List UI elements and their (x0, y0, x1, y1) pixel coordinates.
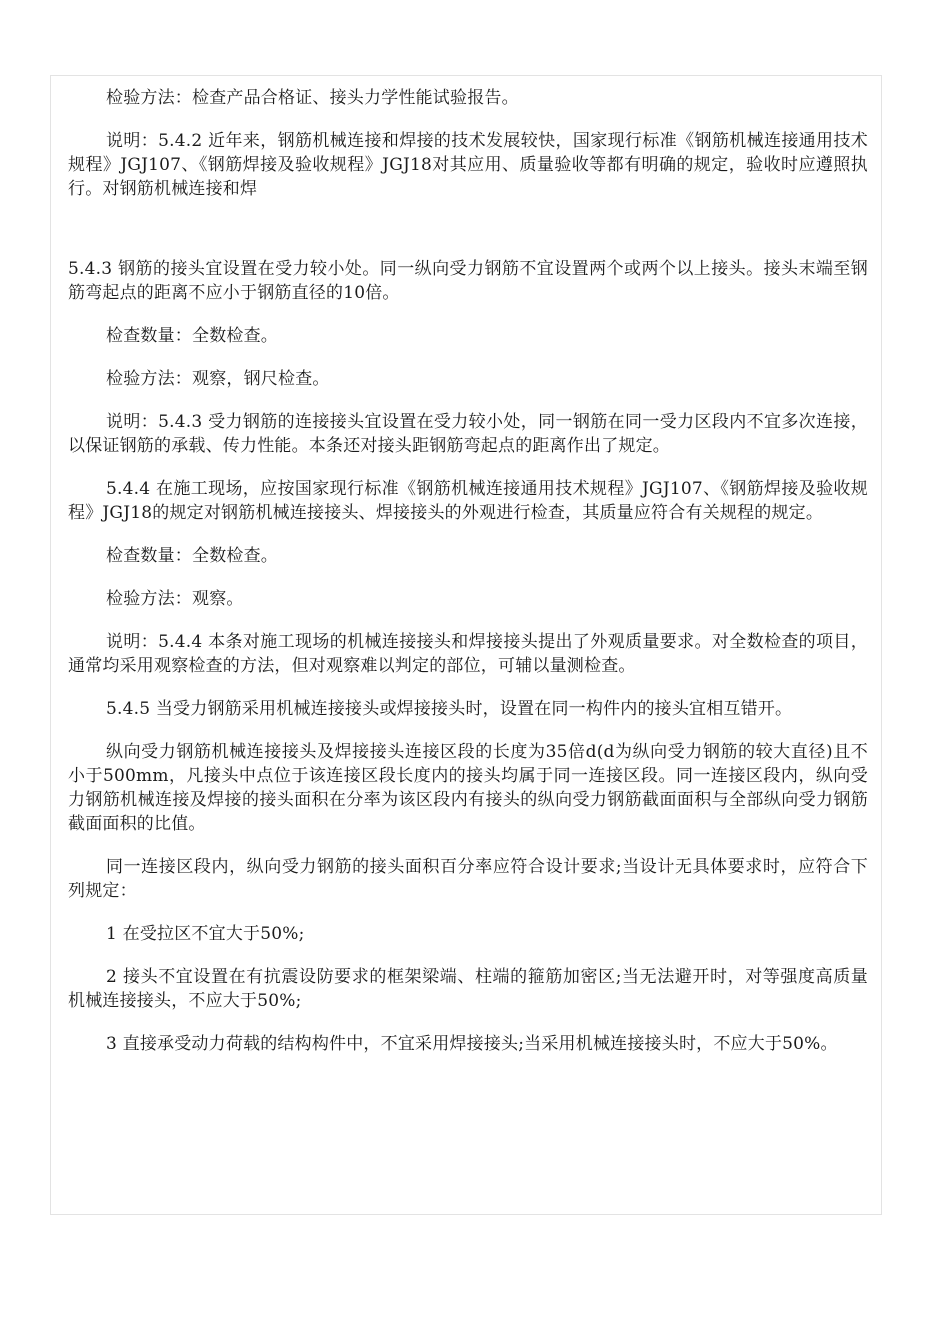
paragraph-clause-5-4-3: 5.4.3 钢筋的接头宜设置在受力较小处。同一纵向受力钢筋不宜设置两个或两个以上接头。接头末端至钢筋弯起点的距离不应小于钢筋直径的10倍。 (68, 259, 868, 303)
list-item-2: 2 接头不宜设置在有抗震设防要求的框架梁端、柱端的箍筋加密区;当无法避开时，对等强度高质量机械连接接头，不应大于50%; (68, 967, 868, 1011)
paragraph-note-5-4-2: 说明：5.4.2 近年来，钢筋机械连接和焊接的技术发展较快，国家现行标准《钢筋机械连接通用技术规程》JGJ107、《钢筋焊接及验收规程》JGJ18对其应用、质量验收等都有明确的规定，验收时应遵照执行。对钢筋机械连接和焊 (68, 131, 868, 199)
paragraph-clause-5-4-5: 5.4.5 当受力钢筋采用机械连接接头或焊接接头时，设置在同一构件内的接头宜相互错开。 (106, 699, 793, 719)
paragraph-inspection-quantity-2: 检查数量：全数检查。 (106, 546, 278, 566)
list-item-3: 3 直接承受动力荷载的结构构件中，不宜采用焊接接头;当采用机械连接接头时，不应大于50%。 (106, 1034, 838, 1054)
paragraph-inspection-method-2: 检验方法：观察，钢尺检查。 (106, 369, 330, 389)
list-item-1: 1 在受拉区不宜大于50%; (106, 924, 305, 944)
paragraph-area-percentage: 同一连接区段内，纵向受力钢筋的接头面积百分率应符合设计要求;当设计无具体要求时，应符合下列规定： (68, 857, 868, 901)
paragraph-note-5-4-3: 说明：5.4.3 受力钢筋的连接接头宜设置在受力较小处，同一钢筋在同一受力区段内不宜多次连接，以保证钢筋的承载、传力性能。本条还对接头距钢筋弯起点的距离作出了规定。 (68, 412, 868, 456)
paragraph-note-5-4-4: 说明：5.4.4 本条对施工现场的机械连接接头和焊接接头提出了外观质量要求。对全数检查的项目，通常均采用观察检查的方法，但对观察难以判定的部位，可辅以量测检查。 (68, 632, 868, 676)
document-body (68, 86, 868, 1075)
paragraph-clause-5-4-4: 5.4.4 在施工现场，应按国家现行标准《钢筋机械连接通用技术规程》JGJ107、《钢筋焊接及验收规程》JGJ18的规定对钢筋机械连接接头、焊接接头的外观进行检查，其质量应符合有关规程的规定。 (68, 479, 868, 523)
paragraph-inspection-method-3: 检验方法：观察。 (106, 589, 244, 609)
paragraph-connection-zone: 纵向受力钢筋机械连接接头及焊接接头连接区段的长度为35倍d(d为纵向受力钢筋的较大直径)且不小于500mm，凡接头中点位于该连接区段长度内的接头均属于同一连接区段。同一连接区段内，纵向受力钢筋机械连接及焊接的接头面积在分率为该区段内有接头的纵向受力钢筋截面面积与全部纵向受力钢筋截面面积的比值。 (68, 742, 868, 834)
paragraph-inspection-method-1: 检验方法：检查产品合格证、接头力学性能试验报告。 (106, 88, 519, 108)
paragraph-inspection-quantity-1: 检查数量：全数检查。 (106, 326, 278, 346)
